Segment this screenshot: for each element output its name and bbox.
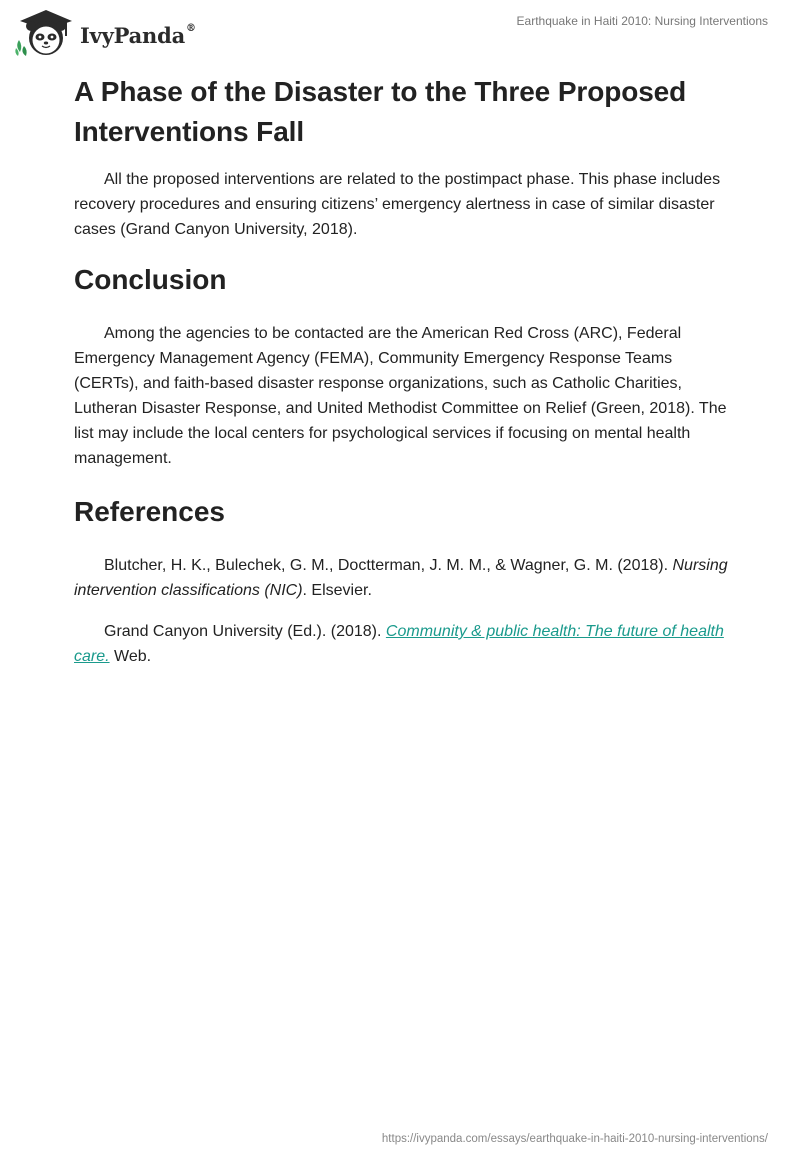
logo-text: IvyPanda® <box>80 22 196 48</box>
reference-authors: Blutcher, H. K., Bulechek, G. M., Doctterman, J. M. M., & Wagner, G. M. (2018). <box>104 557 669 574</box>
reference-publisher: . Elsevier. <box>302 582 372 599</box>
paragraph-phase: All the proposed interventions are related to the postimpact phase. This phase includes recovery procedures and ensuring citizens’ emergency alertness in case of similar disaster cases (Grand Canyon University, 2018). <box>74 171 721 238</box>
paragraph-conclusion: Among the agencies to be contacted are the American Red Cross (ARC), Federal Emergency Management Agency (FEMA), Community Emergency Response Teams (CERTs), and faith-based disaster response organizations, such as Catholic Charities, Lutheran Disaster Response, and United Methodist Committee on Relief (Green, 2018). The list may include the local centers for psychological services if focusing on mental health management. <box>74 325 727 467</box>
reference-authors: Grand Canyon University (Ed.). (2018). <box>104 623 382 640</box>
reference-item <box>74 553 734 603</box>
document-title: Earthquake in Haiti 2010: Nursing Interventions <box>516 14 768 28</box>
footer-url[interactable]: https://ivypanda.com/essays/earthquake-in-haiti-2010-nursing-interventions/ <box>381 1133 768 1145</box>
reference-title: Nursing intervention classifications (NIC) <box>74 557 728 599</box>
page-header <box>0 0 800 70</box>
article-body <box>74 72 734 669</box>
logo[interactable] <box>14 8 196 58</box>
reference-item <box>74 619 734 669</box>
section-heading-references: References <box>74 496 225 527</box>
reference-suffix: Web. <box>109 648 152 665</box>
reference-link[interactable]: Community & public health: The future of health care. <box>74 623 724 665</box>
panda-logo-icon <box>14 8 76 58</box>
section-heading-conclusion: Conclusion <box>74 264 227 295</box>
section-heading-phase: A Phase of the Disaster to the Three Proposed Interventions Fall <box>74 76 687 147</box>
